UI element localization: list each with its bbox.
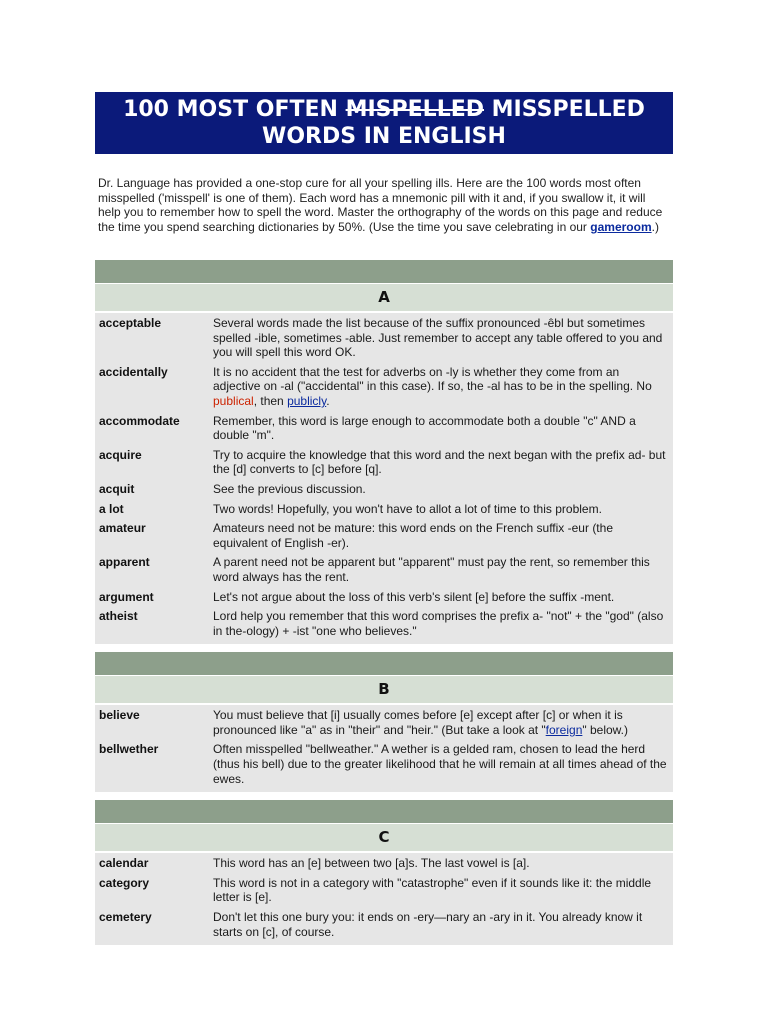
section-letter-b: B	[95, 676, 673, 705]
entry-word: argument	[99, 589, 154, 604]
table-row	[95, 519, 673, 553]
table-row	[95, 412, 673, 446]
title-suffix: MISSPELLED	[484, 97, 645, 122]
entry-definition: Several words made the list because of the suffix pronounced -êbl but sometimes spelled -ible, sometimes -able. Just remember to accept any table offered to you and you will spell this word OK.	[213, 316, 663, 360]
entry-definition: Amateurs need not be mature: this word ends on the French suffix -eur (the equivalent of English -er).	[213, 521, 613, 550]
entry-definition: This word has an [e] between two [a]s. The last vowel is [a].	[213, 856, 530, 871]
table-row	[95, 553, 673, 587]
entry-definition: This word is not in a category with "catastrophe" even if it sounds like it: the middle letter is [e].	[213, 875, 652, 905]
entry-definition: Remember, this word is large enough to accommodate both a double "c" AND a double "m".	[213, 413, 636, 443]
entry-word: cemetery	[99, 910, 152, 925]
page-title	[95, 92, 673, 154]
section-gap	[95, 792, 673, 800]
table-row	[95, 740, 673, 789]
intro-text-end: .)	[651, 219, 659, 234]
entry-word: acceptable	[99, 316, 162, 330]
section-band	[95, 260, 673, 284]
section-letter-a: A	[95, 284, 673, 313]
definition-text: " below.)	[582, 722, 628, 737]
title-line-2: WORDS IN ENGLISH	[262, 124, 506, 149]
definition-text: It is no accident that the test for adverbs on -ly is whether they come from an adjective on -al ("accidental" in this case). If so, the -al has to be in the spelling. No	[213, 364, 652, 394]
table-row	[95, 480, 673, 500]
entry-definition	[210, 365, 673, 409]
section-band	[95, 800, 673, 824]
title-prefix: 100 MOST OFTEN	[123, 97, 346, 122]
section-b-rows	[95, 705, 673, 792]
entry-definition: See the previous discussion.	[213, 481, 366, 496]
table-row	[95, 706, 673, 740]
entry-definition	[210, 708, 673, 737]
wrong-spelling: publical	[213, 393, 254, 408]
entry-word: acquit	[99, 481, 135, 496]
gameroom-link[interactable]: gameroom	[590, 219, 652, 234]
entry-definition: Lord help you remember that this word comprises the prefix a- "not" + the "god" (also in the-ology) + -ist "one who believes."	[213, 609, 664, 638]
title-struck-word: MISPELLED	[345, 97, 484, 122]
entry-definition: Often misspelled "bellweather." A wether is a gelded ram, chosen to lead the herd (thus his bell) due to the greater likelihood that he will remain at all times ahead of the ewes.	[213, 742, 667, 786]
entry-word: bellwether	[99, 742, 159, 757]
table-row	[95, 500, 673, 520]
title-line-1	[95, 96, 673, 123]
table-row	[95, 446, 673, 480]
publicly-link[interactable]: publicly	[287, 393, 327, 408]
entry-word: a lot	[99, 501, 124, 516]
table-row	[95, 607, 673, 641]
section-letter-c: C	[95, 824, 673, 853]
intro-paragraph	[98, 176, 670, 234]
table-row	[95, 908, 673, 942]
entry-definition: Let's not argue about the loss of this verb's silent [e] before the suffix -ment.	[213, 589, 615, 604]
table-row	[95, 363, 673, 412]
table-row	[95, 854, 673, 874]
entry-definition: Try to acquire the knowledge that this word and the next began with the prefix ad- but the [d] converts to [c] before [q].	[213, 447, 666, 477]
entry-word: accommodate	[99, 413, 180, 428]
entry-word: accidentally	[99, 364, 168, 379]
foreign-link[interactable]: foreign	[545, 722, 583, 737]
table-row	[95, 314, 673, 363]
entry-word: apparent	[99, 555, 150, 570]
entry-word: acquire	[99, 447, 142, 462]
definition-text: .	[326, 393, 330, 408]
entry-word: category	[99, 875, 150, 890]
intro-text: Dr. Language has provided a one-stop cure for all your spelling ills. Here are the 100 words most often misspelled ('misspell' is one of them). Each word has a mnemonic pill with it and, if you swallow it, it will help you to remember how to spell the word. Master the orthography of the words on this page and reduce the time you spend searching dictionaries by 50%. (Use the time you save celebrating in our	[98, 176, 663, 234]
section-c-rows	[95, 853, 673, 945]
table-row	[95, 588, 673, 608]
section-band	[95, 652, 673, 676]
definition-text: , then	[253, 393, 288, 408]
section-a-rows	[95, 313, 673, 644]
word-table	[95, 260, 673, 945]
entry-word: atheist	[99, 609, 138, 624]
section-gap	[95, 644, 673, 652]
table-row	[95, 874, 673, 908]
entry-word: calendar	[99, 856, 149, 871]
entry-word: amateur	[99, 521, 146, 536]
entry-definition: Don't let this one bury you: it ends on -ery—nary an -ary in it. You already know it starts on [c], of course.	[213, 910, 643, 939]
entry-definition: Two words! Hopefully, you won't have to allot a lot of time to this problem.	[213, 501, 602, 516]
entry-definition: A parent need not be apparent but "apparent" must pay the rent, so remember this word always has the rent.	[213, 555, 650, 584]
definition-text: You must believe that [i] usually comes before [e] except after [c] or when it is pronounced like "a" as in "their" and "heir." (But take a look at "	[213, 708, 623, 737]
entry-word: believe	[99, 708, 140, 723]
